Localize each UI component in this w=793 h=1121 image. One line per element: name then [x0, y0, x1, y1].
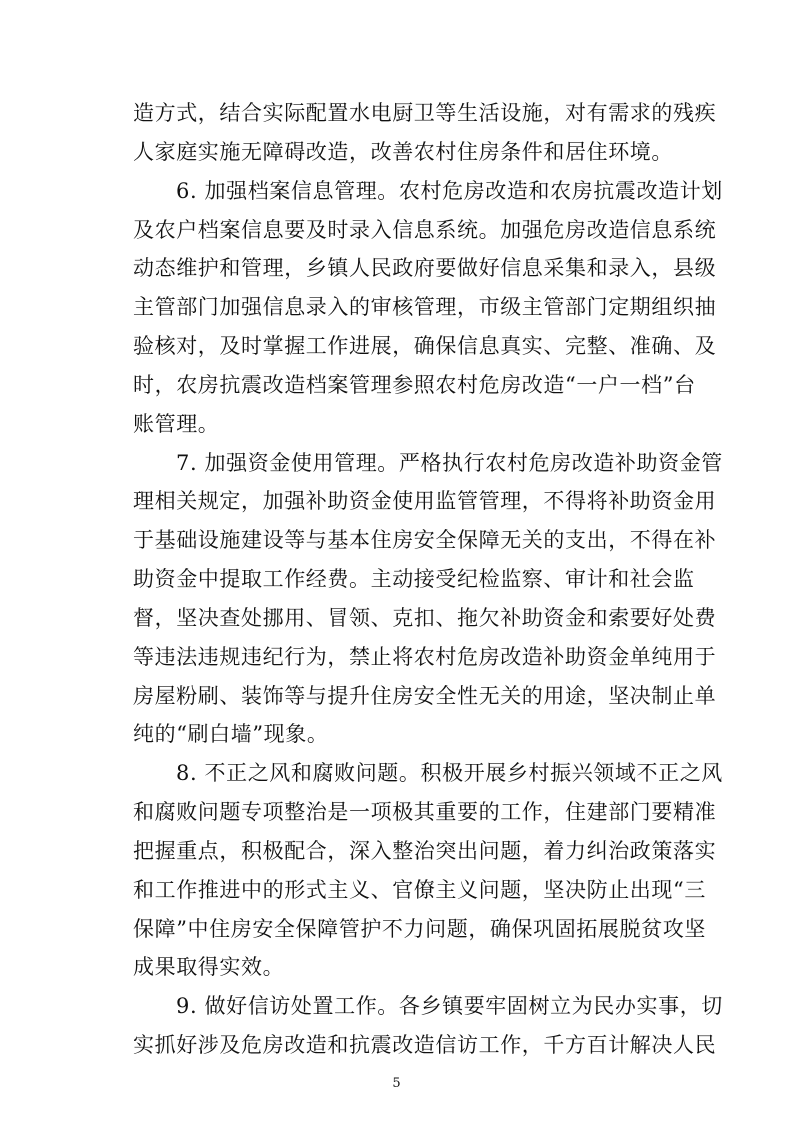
- paragraph-line: 主管部门加强信息录入的审核管理，市级主管部门定期组织抽: [133, 295, 717, 319]
- paragraph-line: 保障”中住房安全保障管护不力问题，确保巩固拓展脱贫攻坚: [133, 917, 706, 941]
- section-heading-line: 6. 加强档案信息管理。农村危房改造和农房抗震改造计划: [176, 179, 723, 203]
- paragraph-line: 等违法违规违纪行为，禁止将农村危房改造补助资金单纯用于: [133, 645, 717, 669]
- paragraph-line: 造方式，结合实际配置水电厨卫等生活设施，对有需求的残疾: [133, 101, 717, 125]
- paragraph-line: 助资金中提取工作经费。主动接受纪检监察、审计和社会监: [133, 567, 695, 591]
- section-heading-line: 7. 加强资金使用管理。严格执行农村危房改造补助资金管: [176, 451, 723, 475]
- paragraph-line: 于基础设施建设等与基本住房安全保障无关的支出，不得在补: [133, 528, 717, 552]
- page-number: 5: [392, 1076, 401, 1091]
- section-heading-line: 8. 不正之风和腐败问题。积极开展乡村振兴领域不正之风: [176, 761, 723, 785]
- paragraph-line: 账管理。: [133, 412, 220, 436]
- paragraph-line: 和工作推进中的形式主义、官僚主义问题，坚决防止出现“三: [133, 878, 706, 902]
- paragraph-line: 纯的“刷白墙”现象。: [133, 722, 329, 746]
- paragraph-line: 把握重点，积极配合，深入整治突出问题，着力纠治政策落实: [133, 839, 717, 863]
- paragraph-line: 督，坚决查处挪用、冒领、克扣、拖欠补助资金和索要好处费: [133, 606, 717, 630]
- section-heading-line: 9. 做好信访处置工作。各乡镇要牢固树立为民办实事，切: [176, 994, 723, 1018]
- paragraph-line: 及农户档案信息要及时录入信息系统。加强危房改造信息系统: [133, 218, 717, 242]
- paragraph-line: 验核对，及时掌握工作进展，确保信息真实、完整、准确、及: [133, 334, 717, 358]
- paragraph-line: 理相关规定，加强补助资金使用监管管理，不得将补助资金用: [133, 489, 717, 513]
- paragraph-line: 动态维护和管理，乡镇人民政府要做好信息采集和录入，县级: [133, 256, 717, 280]
- paragraph-line: 房屋粉刷、装饰等与提升住房安全性无关的用途，坚决制止单: [133, 684, 717, 708]
- paragraph-line: 实抓好涉及危房改造和抗震改造信访工作，千方百计解决人民: [133, 1033, 717, 1057]
- paragraph-line: 和腐败问题专项整治是一项极其重要的工作，住建部门要精准: [133, 800, 717, 824]
- paragraph-line: 人家庭实施无障碍改造，改善农村住房条件和居住环境。: [133, 140, 673, 164]
- paragraph-line: 成果取得实效。: [133, 955, 285, 979]
- paragraph-line: 时，农房抗震改造档案管理参照农村危房改造“一户一档”台: [133, 373, 696, 397]
